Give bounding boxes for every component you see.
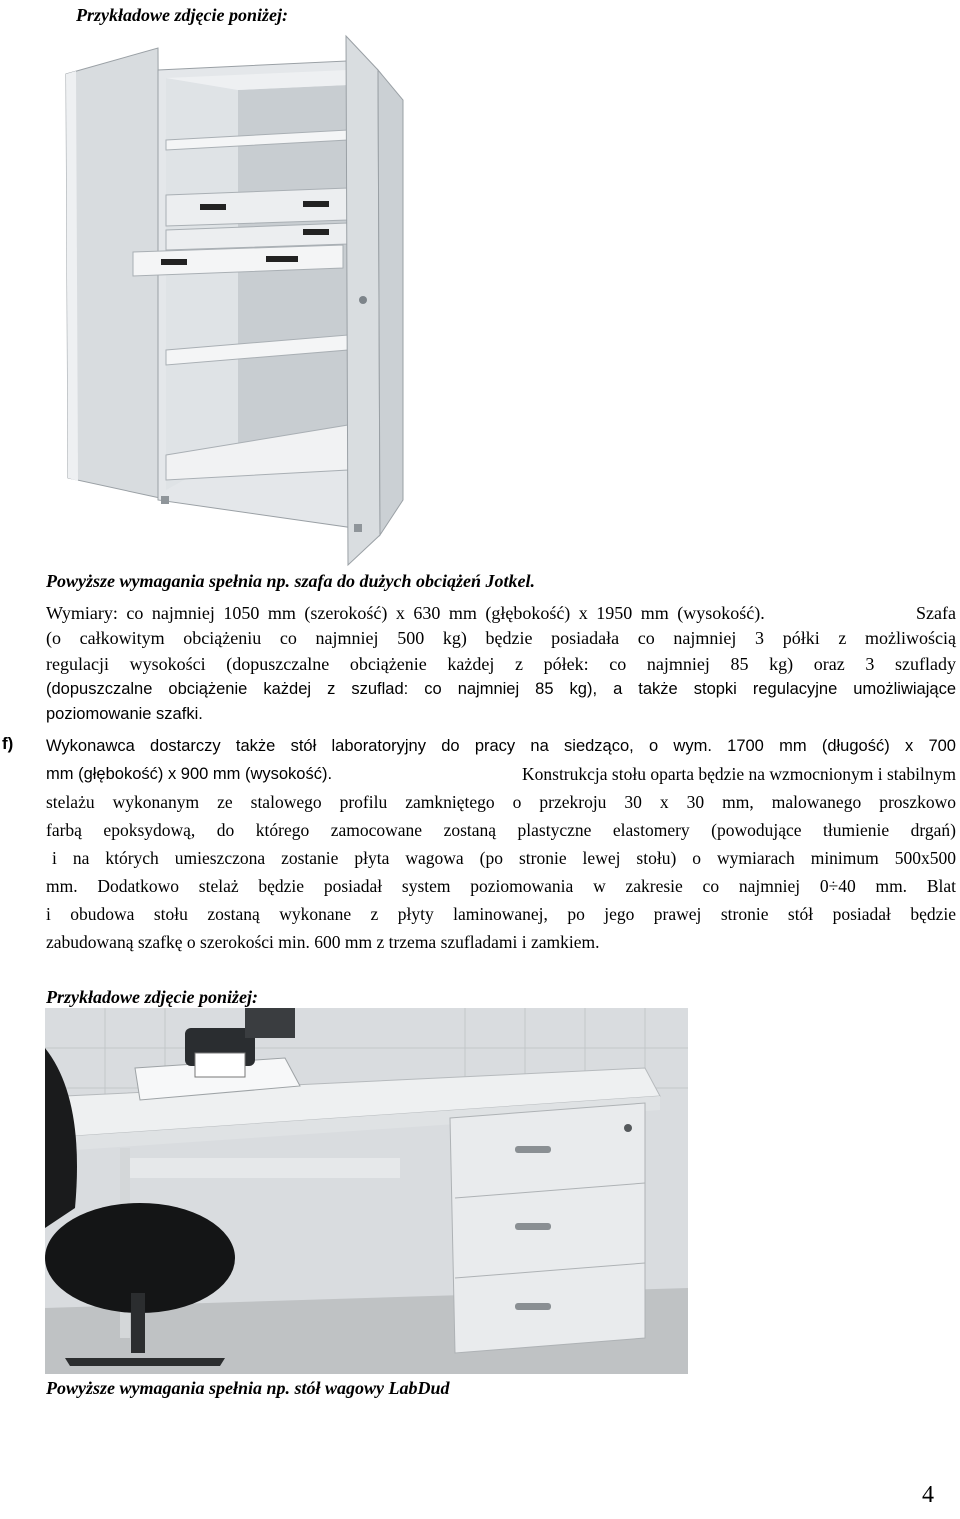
- caption-cabinet-requirements: Powyższe wymagania spełnia np. szafa do dużych obciążeń Jotkel.: [46, 571, 536, 591]
- caption-example-photo-table: Przykładowe zdjęcie poniżej:: [46, 987, 258, 1007]
- section-f-line-6: mm. Dodatkowo stelaż będzie posiadał system poziomowania w zakresie co najmniej 0÷40 mm. Blat: [46, 876, 956, 896]
- cabinet-line-2: (o całkowitym obciążeniu co najmniej 500 kg) będzie posiadała co najmniej 3 półki z możliwością: [46, 628, 956, 648]
- section-f-line-4: farbą epoksydową, do którego zamocowane zostaną plastyczne elastomery (powodujące tłumienie drgań): [46, 820, 956, 840]
- section-f-line-8: zabudowaną szafkę o szerokości min. 600 mm z trzema szufladami i zamkiem.: [46, 932, 600, 952]
- cabinet-line-4: (dopuszczalne obciążenie każdej z szuflad: co najmniej 85 kg), a także stopki regulacyjne umożliwiające: [46, 680, 956, 698]
- caption-table-requirements: Powyższe wymagania spełnia np. stół wagowy LabDud: [46, 1378, 450, 1398]
- section-f-line-2b: Konstrukcja stołu oparta będzie na wzmocnionym i stabilnym: [522, 764, 956, 784]
- section-f-label: f): [2, 734, 14, 753]
- cabinet-line-1b: Szafa: [916, 603, 956, 623]
- section-f-line-1: Wykonawca dostarczy także stół laboratoryjny do pracy na siedząco, o wym. 1700 mm (długość) x 700: [46, 737, 956, 755]
- cabinet-line-5: poziomowanie szafki.: [46, 705, 203, 723]
- lab-table-photo: [45, 1008, 688, 1374]
- section-f-body: [46, 733, 956, 956]
- caption-example-photo-top: Przykładowe zdjęcie poniżej:: [76, 5, 288, 25]
- cabinet-line-3: regulacji wysokości (dopuszczalne obciążenie każdej z półek: co najmniej 85 kg) oraz 3 szuflady: [46, 654, 956, 674]
- section-f-line-3: stelażu wykonanym ze stalowego profilu zamkniętego o przekroju 30 x 30 mm, malowanego proszkowo: [46, 792, 956, 812]
- page-number: 4: [922, 1482, 934, 1508]
- cabinet-photo: [58, 30, 478, 570]
- section-f-line-5: i na których umieszczona zostanie płyta wagowa (po stronie lewej stołu) o wymiarach minimum 500x500: [52, 848, 956, 868]
- cabinet-description: [46, 601, 956, 727]
- section-f-line-7: i obudowa stołu zostaną wykonane z płyty laminowanej, po jego prawej stronie stół posiadał będzie: [46, 904, 956, 924]
- section-f-line-2a: mm (głębokość) x 900 mm (wysokość).: [46, 765, 333, 783]
- cabinet-line-1a: Wymiary: co najmniej 1050 mm (szerokość) x 630 mm (głębokość) x 1950 mm (wysokość).: [46, 603, 765, 623]
